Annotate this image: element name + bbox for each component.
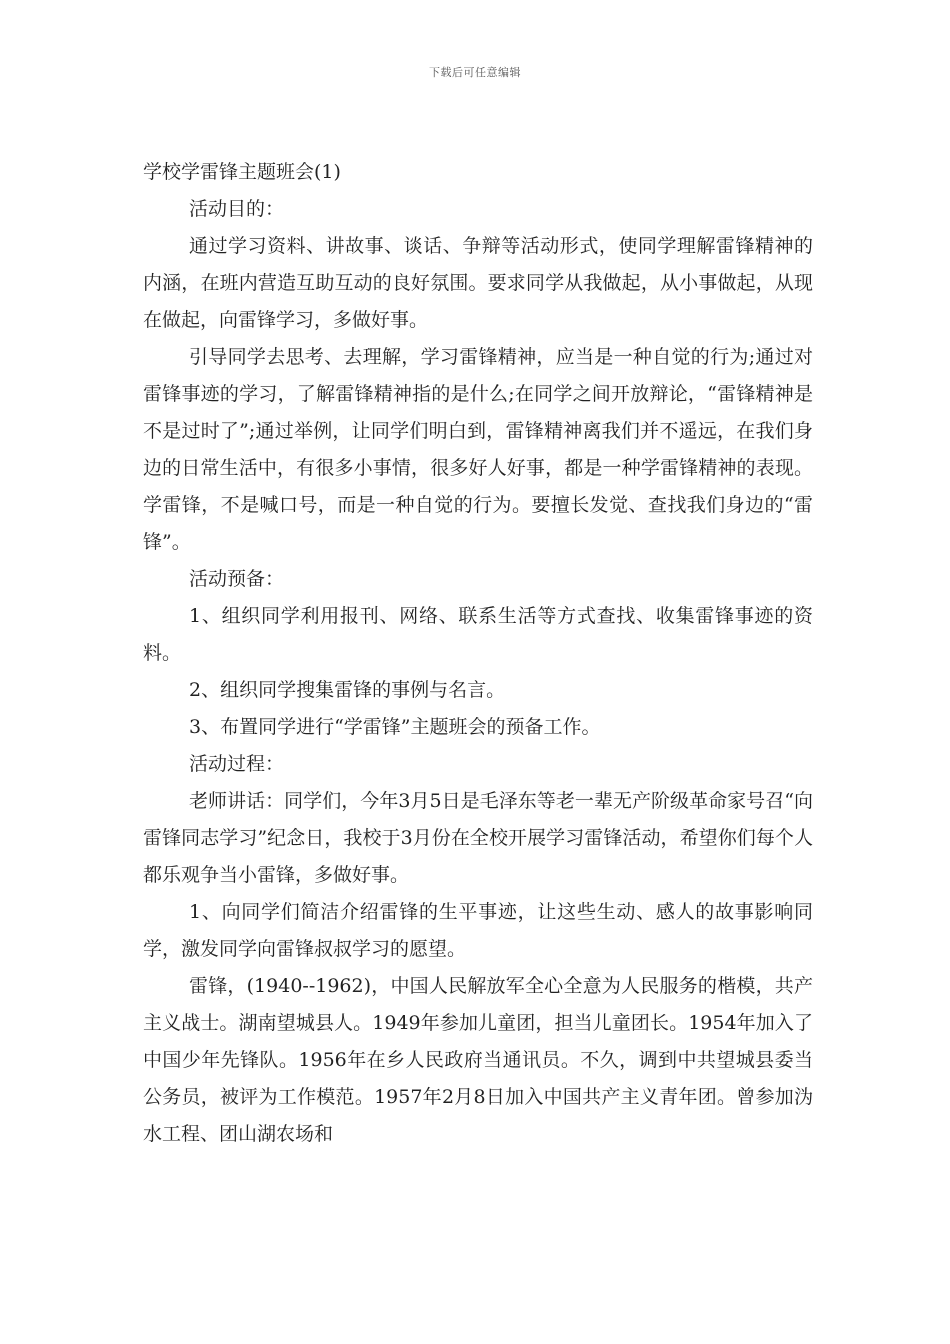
document-body [143, 154, 813, 1153]
document-title: 学校学雷锋主题班会(1) [143, 161, 341, 183]
paragraph-process-1: 1、向同学们简洁介绍雷锋的生平事迹，让这些生动、感人的故事影响同学，激发同学向雷锋叔叔学习的愿望。 [143, 901, 813, 960]
paragraph-purpose-2: 引导同学去思考、去理解，学习雷锋精神，应当是一种自觉的行为;通过对雷锋事迹的学习，了解雷锋精神指的是什么;在同学之间开放辩论，“雷锋精神是不是过时了”;通过举例，让同学们明白到，雷锋精神离我们并不遥远，在我们身边的日常生活中，有很多小事情，很多好人好事，都是一种学雷锋精神的表现。学雷锋，不是喊口号，而是一种自觉的行为。要擅长发觉、查找我们身边的“雷锋”。 [143, 346, 813, 553]
paragraph-preparation-heading: 活动预备： [189, 568, 285, 590]
paragraph-process-heading: 活动过程： [189, 753, 285, 775]
paragraph-preparation-1: 1、组织同学利用报刊、网络、联系生活等方式查找、收集雷锋事迹的资料。 [143, 605, 813, 664]
paragraph-leifeng-bio: 雷锋，(1940--1962)，中国人民解放军全心全意为人民服务的楷模，共产主义战士。湖南望城县人。1949年参加儿童团，担当儿童团长。1954年加入了中国少年先锋队。1956年在乡人民政府当通讯员。不久，调到中共望城县委当公务员，被评为工作模范。1957年2月8日加入中国共产主义青年团。曾参加沩水工程、团山湖农场和 [143, 975, 813, 1145]
paragraph-preparation-2: 2、组织同学搜集雷锋的事例与名言。 [189, 679, 506, 701]
paragraph-teacher-speech: 老师讲话：同学们，今年3月5日是毛泽东等老一辈无产阶级革命家号召“向雷锋同志学习”纪念日，我校于3月份在全校开展学习雷锋活动，希望你们每个人都乐观争当小雷锋，多做好事。 [143, 790, 813, 886]
paragraph-purpose-1: 通过学习资料、讲故事、谈话、争辩等活动形式，使同学理解雷锋精神的内涵，在班内营造互助互动的良好氛围。要求同学从我做起，从小事做起，从现在做起，向雷锋学习，多做好事。 [143, 235, 813, 331]
paragraph-purpose-heading: 活动目的： [189, 198, 285, 220]
paragraph-preparation-3: 3、布置同学进行“学雷锋”主题班会的预备工作。 [189, 716, 601, 738]
page-header-note: 下载后可任意编辑 [429, 66, 521, 79]
